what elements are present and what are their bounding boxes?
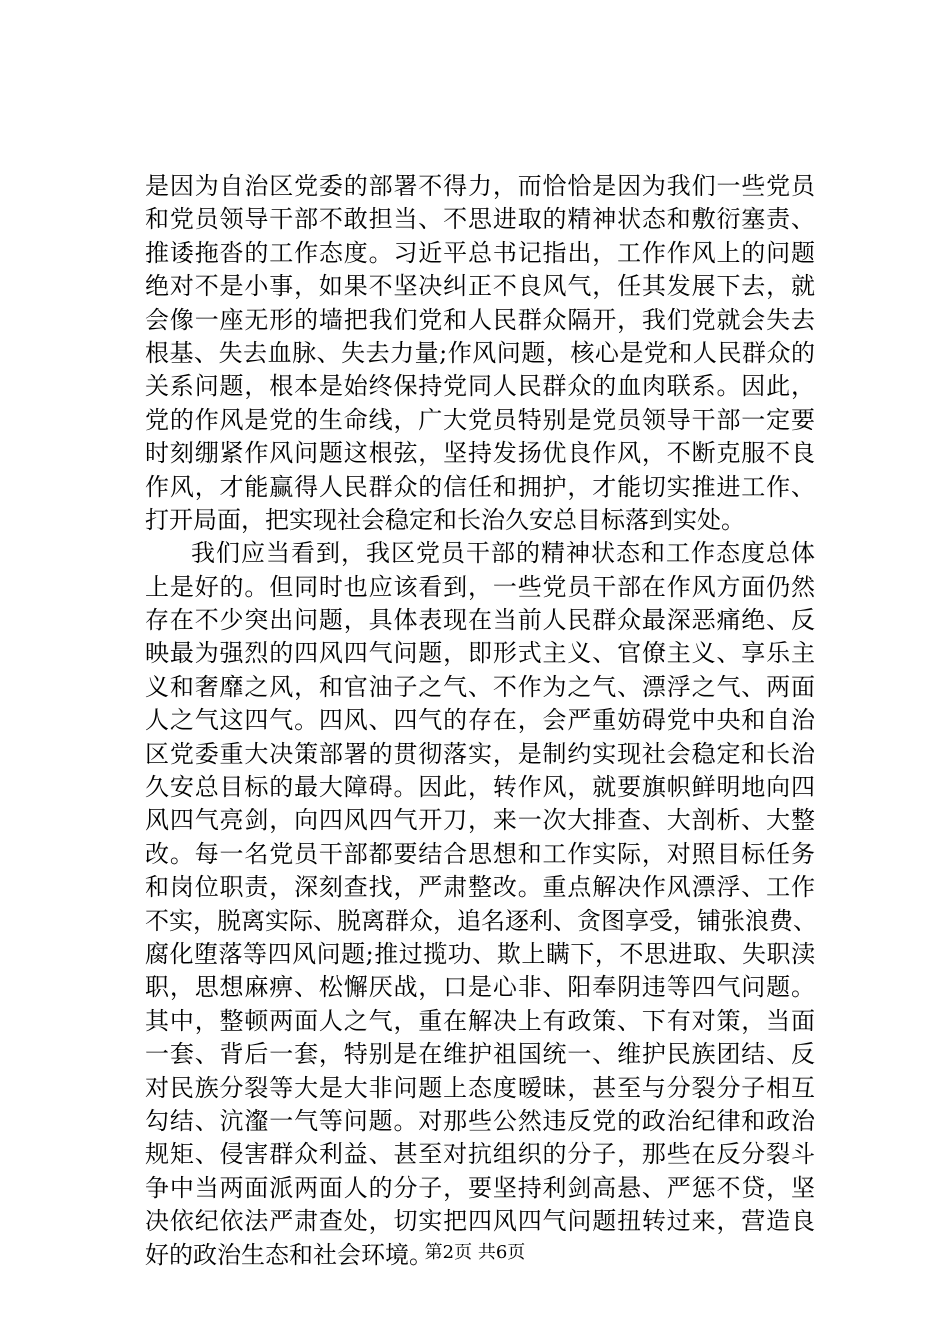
text-line: 人之气这四气。四风、四气的存在，会严重妨碍党中央和自治 [145,706,815,735]
paragraph [145,170,815,537]
text-line: 对民族分裂等大是大非问题上态度暧昧，甚至与分裂分子相互 [145,1073,815,1102]
text-line: 久安总目标的最大障碍。因此，转作风，就要旗帜鲜明地向四 [145,773,815,802]
text-line: 映最为强烈的四风四气问题，即形式主义、官僚主义、享乐主 [145,639,815,668]
text-line: 绝对不是小事，如果不坚决纠正不良风气，任其发展下去，就 [145,272,815,301]
text-line: 好的政治生态和社会环境。 [145,1240,433,1269]
text-line: 一套、背后一套，特别是在维护祖国统一、维护民族团结、反 [145,1040,815,1069]
text-line: 职，思想麻痹、松懈厌战，口是心非、阳奉阴违等四气问题。 [145,973,815,1002]
text-line: 争中当两面派两面人的分子，要坚持利剑高悬、严惩不贷，坚 [145,1173,815,1202]
text-line: 区党委重大决策部署的贯彻落实，是制约实现社会稳定和长治 [145,739,815,768]
paragraph [145,537,815,1272]
text-line: 时刻绷紧作风问题这根弦，坚持发扬优良作风，不断克服不良 [145,439,815,468]
text-line: 风四气亮剑，向四风四气开刀，来一次大排查、大剖析、大整 [145,806,815,835]
text-line: 根基、失去血脉、失去力量;作风问题，核心是党和人民群众的 [145,338,815,367]
text-line: 勾结、沆瀣一气等问题。对那些公然违反党的政治纪律和政治 [145,1106,815,1135]
text-line: 其中，整顿两面人之气，重在解决上有政策、下有对策，当面 [145,1006,815,1035]
text-line: 规矩、侵害群众利益、甚至对抗组织的分子，那些在反分裂斗 [145,1140,815,1169]
text-line: 党的作风是党的生命线，广大党员特别是党员领导干部一定要 [145,405,815,434]
text-line: 打开局面，把实现社会稳定和长治久安总目标落到实处。 [145,505,745,534]
text-line: 作风，才能赢得人民群众的信任和拥护，才能切实推进工作、 [145,472,815,501]
text-line: 决依纪依法严肃查处，切实把四风四气问题扭转过来，营造良 [145,1207,815,1236]
text-line: 我们应当看到，我区党员干部的精神状态和工作态度总体 [191,539,815,568]
text-line: 和岗位职责，深刻查找，严肃整改。重点解决作风漂浮、工作 [145,873,815,902]
text-line: 存在不少突出问题，具体表现在当前人民群众最深恶痛绝、反 [145,606,815,635]
text-line: 关系问题，根本是始终保持党同人民群众的血肉联系。因此， [145,372,815,401]
page-number-footer: 第2页 共6页 [424,1242,526,1263]
text-line: 上是好的。但同时也应该看到，一些党员干部在作风方面仍然 [145,572,815,601]
document-body [145,170,815,1272]
text-line: 腐化堕落等四风问题;推过揽功、欺上瞒下，不思进取、失职渎 [145,939,815,968]
text-line: 改。每一名党员干部都要结合思想和工作实际，对照目标任务 [145,839,815,868]
text-line: 推诿拖沓的工作态度。习近平总书记指出，工作作风上的问题 [145,238,815,267]
text-line: 会像一座无形的墙把我们党和人民群众隔开，我们党就会失去 [145,305,815,334]
text-line: 是因为自治区党委的部署不得力，而恰恰是因为我们一些党员 [145,172,815,200]
text-line: 义和奢靡之风，和官油子之气、不作为之气、漂浮之气、两面 [145,672,815,701]
text-line: 和党员领导干部不敢担当、不思进取的精神状态和敷衍塞责、 [145,205,815,234]
text-line: 不实，脱离实际、脱离群众，追名逐利、贪图享受，铺张浪费、 [145,906,817,935]
